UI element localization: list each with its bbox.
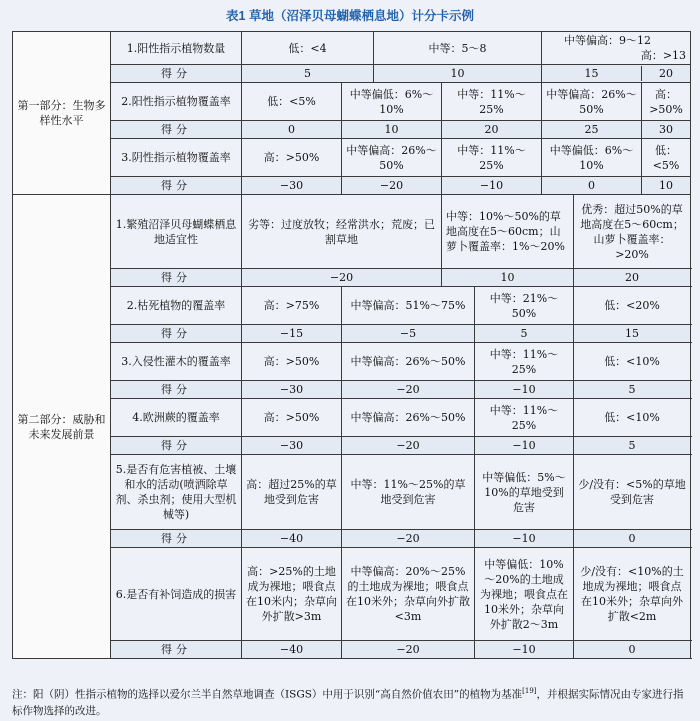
score-row — [13, 381, 691, 399]
score-cell: 0 — [242, 121, 342, 139]
category-cell: 高：超过25%的草地受到危害 — [242, 455, 342, 530]
score-cell: −20 — [342, 641, 475, 659]
table-row — [13, 548, 691, 641]
score-label: 得分 — [111, 381, 242, 399]
category-text: 中等偏高：9～12 — [564, 34, 652, 47]
category-cell: 优秀：超过50%的草地高度在5～60cm；山萝卜覆盖率：>20% — [574, 195, 691, 269]
category-cell: 低：<5% — [642, 139, 691, 177]
score-cell: 5 — [242, 65, 374, 83]
category-cell: 中等偏低：6%～10% — [542, 139, 642, 177]
indicator-label: 2.阳性指示植物覆盖率 — [111, 83, 242, 121]
score-label: 得分 — [111, 641, 242, 659]
score-cell: −10 — [475, 641, 574, 659]
indicator-label: 1.阳性指示植物数量 — [111, 32, 242, 65]
score-cell: −20 — [242, 269, 442, 287]
category-cell: 少/没有：<10%的土地成为裸地；喂食点在10米外；杂草向外扩散<2m — [574, 548, 691, 641]
score-cell: −10 — [475, 381, 574, 399]
score-label: 得分 — [111, 437, 242, 455]
score-cell: 25 — [542, 121, 642, 139]
category-cell: 中等偏高：20%～25%的土地成为裸地；喂食点在10米外；杂草向外扩散<3m — [342, 548, 475, 641]
table-row — [13, 32, 691, 65]
indicator-label: 4.欧洲蕨的覆盖率 — [111, 399, 242, 437]
category-cell: 高：>50% — [642, 83, 691, 121]
score-cell: −20 — [342, 177, 442, 195]
scorecard-table — [12, 31, 691, 659]
category-cell: 中等偏高：51%～75% — [342, 287, 475, 325]
score-cell: 20 — [442, 121, 542, 139]
score-row — [13, 530, 691, 548]
category-cell: 低：<5% — [242, 83, 342, 121]
category-cell: 中等偏高：26%～50% — [342, 343, 475, 381]
score-cell: 10 — [374, 65, 542, 83]
score-row — [13, 641, 691, 659]
category-cell: 高：>50% — [242, 139, 342, 177]
indicator-label: 2.枯死植物的覆盖率 — [111, 287, 242, 325]
note-text: 注：阳（阴）性指示植物的选择以爱尔兰半自然草地调查（ISGS）中用于识别“高自然价值农田”的植物为基准 — [12, 688, 523, 701]
score-cell: 20 — [574, 269, 691, 287]
score-row — [13, 121, 691, 139]
score-row — [13, 177, 691, 195]
score-row — [13, 325, 691, 343]
score-cell: −5 — [342, 325, 475, 343]
category-cell: 高：>25%的土地成为裸地；喂食点在10米内；杂草向外扩散>3m — [242, 548, 342, 641]
score-cell: 10 — [342, 121, 442, 139]
category-cell: 中等偏低：5%～10%的草地受到危害 — [475, 455, 574, 530]
score-label: 得分 — [111, 269, 242, 287]
score-cell: 0 — [574, 641, 691, 659]
score-text: 20 — [641, 66, 690, 81]
score-label: 得分 — [111, 530, 242, 548]
table-row — [13, 83, 691, 121]
category-cell: 低：<10% — [574, 399, 691, 437]
part2-label: 第二部分：威胁和未来发展前景 — [13, 195, 111, 659]
score-cell: 5 — [574, 381, 691, 399]
category-cell: 高：>50% — [242, 343, 342, 381]
category-cell: 高：>50% — [242, 399, 342, 437]
category-cell: 低：<20% — [574, 287, 691, 325]
score-cell: 0 — [542, 177, 642, 195]
score-cell: −15 — [242, 325, 342, 343]
score-cell: −20 — [342, 381, 475, 399]
category-text: 高：>13 — [640, 49, 687, 62]
score-cell: −40 — [242, 641, 342, 659]
score-cell: −20 — [342, 437, 475, 455]
score-cell — [542, 65, 691, 83]
score-cell: −10 — [475, 437, 574, 455]
category-cell: 中等偏高：26%～50% — [542, 83, 642, 121]
category-cell: 中等：11%～25%的草地受到危害 — [342, 455, 475, 530]
score-cell: 10 — [642, 177, 691, 195]
note-text-continued: ，并根据实际情况由专家进行指标作物选择的改进。 — [12, 688, 684, 717]
score-row — [13, 269, 691, 287]
score-row — [13, 437, 691, 455]
table-row — [13, 287, 691, 325]
category-cell: 中等偏高：26%～50% — [342, 139, 442, 177]
category-cell — [542, 32, 691, 65]
score-text: 15 — [584, 67, 599, 80]
category-cell: 中等：5～8 — [374, 32, 542, 65]
table-title: 表1 草地（沼泽贝母蝴蝶栖息地）计分卡示例 — [226, 9, 474, 23]
score-label: 得分 — [111, 325, 242, 343]
category-cell: 中等偏高：26%～50% — [342, 399, 475, 437]
indicator-label: 5.是否有危害植被、土壤和水的活动(喷洒除草剂、杀虫剂；使用大型机械等) — [111, 455, 242, 530]
indicator-label: 3.阴性指示植物覆盖率 — [111, 139, 242, 177]
note-reference: [19] — [522, 687, 537, 695]
category-cell: 少/没有：<5%的草地受到危害 — [574, 455, 691, 530]
category-cell: 低：<10% — [574, 343, 691, 381]
score-label: 得分 — [111, 177, 242, 195]
score-cell: 15 — [574, 325, 691, 343]
score-cell: −10 — [475, 530, 574, 548]
score-label: 得分 — [111, 121, 242, 139]
category-cell: 中等：10%～50%的草地高度在5～60cm；山萝卜覆盖率：1%～20% — [442, 195, 574, 269]
score-cell: 5 — [475, 325, 574, 343]
category-cell: 劣等：过度放牧；经常洪水；荒废；已割草地 — [242, 195, 442, 269]
table-row — [13, 399, 691, 437]
score-row — [13, 65, 691, 83]
table-note — [12, 683, 692, 719]
indicator-label: 3.入侵性灌木的覆盖率 — [111, 343, 242, 381]
table-row — [13, 455, 691, 530]
score-cell: 0 — [574, 530, 691, 548]
category-cell: 中等：21%～50% — [475, 287, 574, 325]
part1-label: 第一部分：生物多样性水平 — [13, 32, 111, 195]
score-cell: 5 — [574, 437, 691, 455]
table-row — [13, 139, 691, 177]
indicator-label: 6.是否有补饲造成的损害 — [111, 548, 242, 641]
score-cell: −10 — [442, 177, 542, 195]
score-cell: 30 — [642, 121, 691, 139]
score-cell: −30 — [242, 177, 342, 195]
score-cell: −30 — [242, 437, 342, 455]
category-cell: 中等：11%～25% — [475, 399, 574, 437]
score-cell: −30 — [242, 381, 342, 399]
category-cell: 高：>75% — [242, 287, 342, 325]
score-label: 得分 — [111, 65, 242, 83]
score-cell: −20 — [342, 530, 475, 548]
category-cell: 低：<4 — [242, 32, 374, 65]
table-row — [13, 343, 691, 381]
score-cell: 10 — [442, 269, 574, 287]
category-cell: 中等偏低：6%～10% — [342, 83, 442, 121]
category-cell: 中等：11%～25% — [442, 83, 542, 121]
category-cell: 中等偏低：10%～20%的土地成为裸地；喂食点在10米外；杂草向外扩散2～3m — [475, 548, 574, 641]
table-row — [13, 195, 691, 269]
score-cell: −40 — [242, 530, 342, 548]
category-cell: 中等：11%～25% — [475, 343, 574, 381]
category-cell: 中等：11%～25% — [442, 139, 542, 177]
indicator-label: 1.繁殖沼泽贝母蝴蝶栖息地适宜性 — [111, 195, 242, 269]
